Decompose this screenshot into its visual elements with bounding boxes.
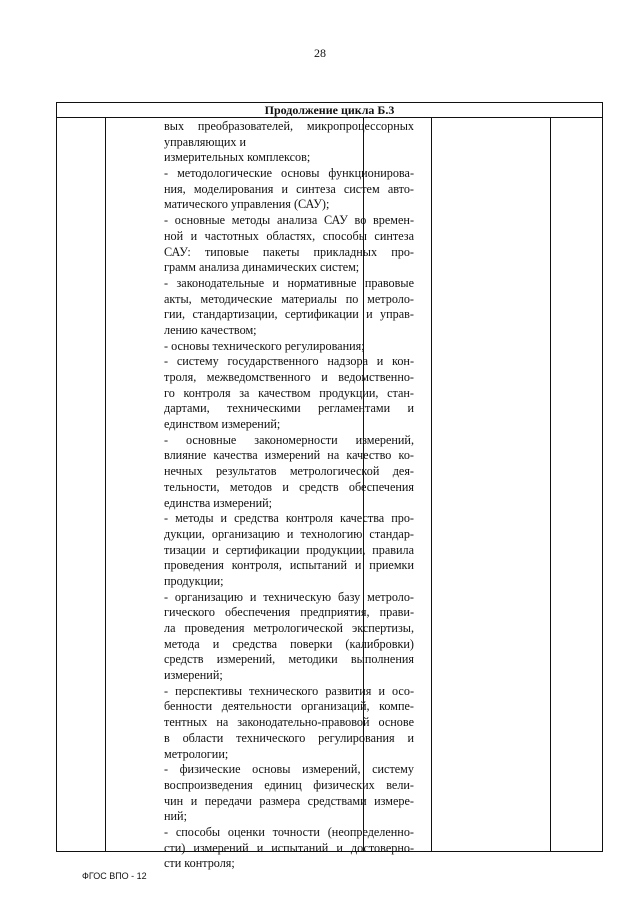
cell-text-line: метода и средства поверки (калибровки) — [164, 636, 414, 651]
cell-text-line: грамм анализа динамических систем; — [164, 260, 360, 275]
cell-text-line: троля, межведомственного и ведомственно- — [164, 370, 414, 384]
cell-text-line: единства измерений; — [164, 495, 273, 510]
cell-text-line: ния, моделирования и синтеза систем авто- — [164, 181, 414, 196]
cell-text-line: средств измерений, методики выполнения — [164, 652, 414, 667]
cell-text-line: гии, стандартизации, сертификации и управ- — [164, 307, 414, 322]
cell-text-line: тентных на законодательно-правовой основе — [164, 715, 414, 730]
table-header: Продолжение цикла Б.3 — [57, 103, 602, 118]
cell-text-line: сти) измерений и испытаний и достоверно- — [164, 840, 414, 855]
cell-text-line: гического обеспечения предприятия, прави- — [164, 605, 414, 620]
page-number: 28 — [314, 46, 326, 60]
cell-text-line: - законодательные и нормативные правовые — [164, 275, 414, 290]
cell-text-line: - основные методы анализа САУ во времен- — [164, 213, 414, 228]
cell-text-line: акты, методические материалы по метроло- — [164, 291, 414, 306]
cell-text-line: - перспективы технического развития и осо- — [164, 683, 414, 698]
cell-text-line: измерений; — [164, 668, 223, 683]
standard-code: ФГОС ВПО - 12 — [82, 871, 147, 881]
cell-text-line: - систему государственного надзора и кон- — [164, 354, 414, 369]
cell-text-line: в области технического регулирования и — [164, 730, 414, 745]
cell-text-line: бенности деятельности организаций, компе- — [164, 699, 414, 714]
cell-text-line: - способы оценки точности (неопределенно- — [164, 824, 414, 839]
cell-text-line: измерительных комплексов; — [164, 150, 311, 165]
cell-text-line: лению качеством; — [164, 322, 257, 337]
cell-text-line: - организацию и техническую базу метроло- — [164, 589, 414, 604]
cell-text-line: - методы и средства контроля качества про- — [164, 511, 414, 526]
cell-text-line: чин и передачи размера средствами измере- — [164, 793, 414, 808]
cell-text-line: дартами, техническими регламентами и — [164, 401, 414, 416]
column-divider-4 — [550, 118, 551, 851]
column-divider-1 — [105, 118, 106, 851]
cell-text-line: единством измерений; — [164, 417, 281, 432]
cell-text-line: продукции; — [164, 573, 224, 588]
cell-text-line: влияние качества измерений на качество ко- — [164, 448, 414, 463]
cell-text-line: - физические основы измерений, систему — [164, 762, 414, 777]
cell-text-line: проведения контроля, испытаний и приемки — [164, 558, 414, 573]
cell-text-line: ной и частотных областях, способы синтеза — [164, 228, 414, 243]
cell-text-line: - методологические основы функционирова- — [164, 166, 414, 181]
cell-text-line: ний; — [164, 809, 187, 824]
cell-text-line: матического управления (САУ); — [164, 197, 330, 212]
cell-text-line: метрологии; — [164, 746, 229, 761]
cell-text-line: тельности, методов и средств обеспечения — [164, 479, 414, 494]
cell-text-line: го контроля за качеством продукции, стан- — [164, 385, 414, 400]
cell-text-line: ла проведения метрологической экспертизы, — [164, 621, 414, 635]
knowledge-list-cell — [164, 119, 414, 872]
cell-text-line: дукции, организацию и технологию стандар- — [164, 526, 414, 541]
cell-text-line: тизации и сертификации продукции, правила — [164, 542, 414, 557]
competency-table — [56, 102, 603, 871]
cell-text-line: САУ: типовые пакеты прикладных про- — [164, 244, 414, 259]
cell-text-line: вых преобразователей, микропроцессорных — [164, 119, 414, 133]
cell-text-line: нечных результатов метрологической дея- — [164, 464, 414, 479]
cell-text-line: управляющих и — [164, 134, 247, 149]
cell-text-line: воспроизведения единиц физических вели- — [164, 777, 414, 792]
column-divider-3 — [431, 118, 432, 851]
cell-text-line: сти контроля; — [164, 856, 235, 871]
cell-text-line: - основные закономерности измерений, — [164, 432, 414, 447]
cell-text-line: - основы технического регулирования; — [164, 338, 365, 353]
